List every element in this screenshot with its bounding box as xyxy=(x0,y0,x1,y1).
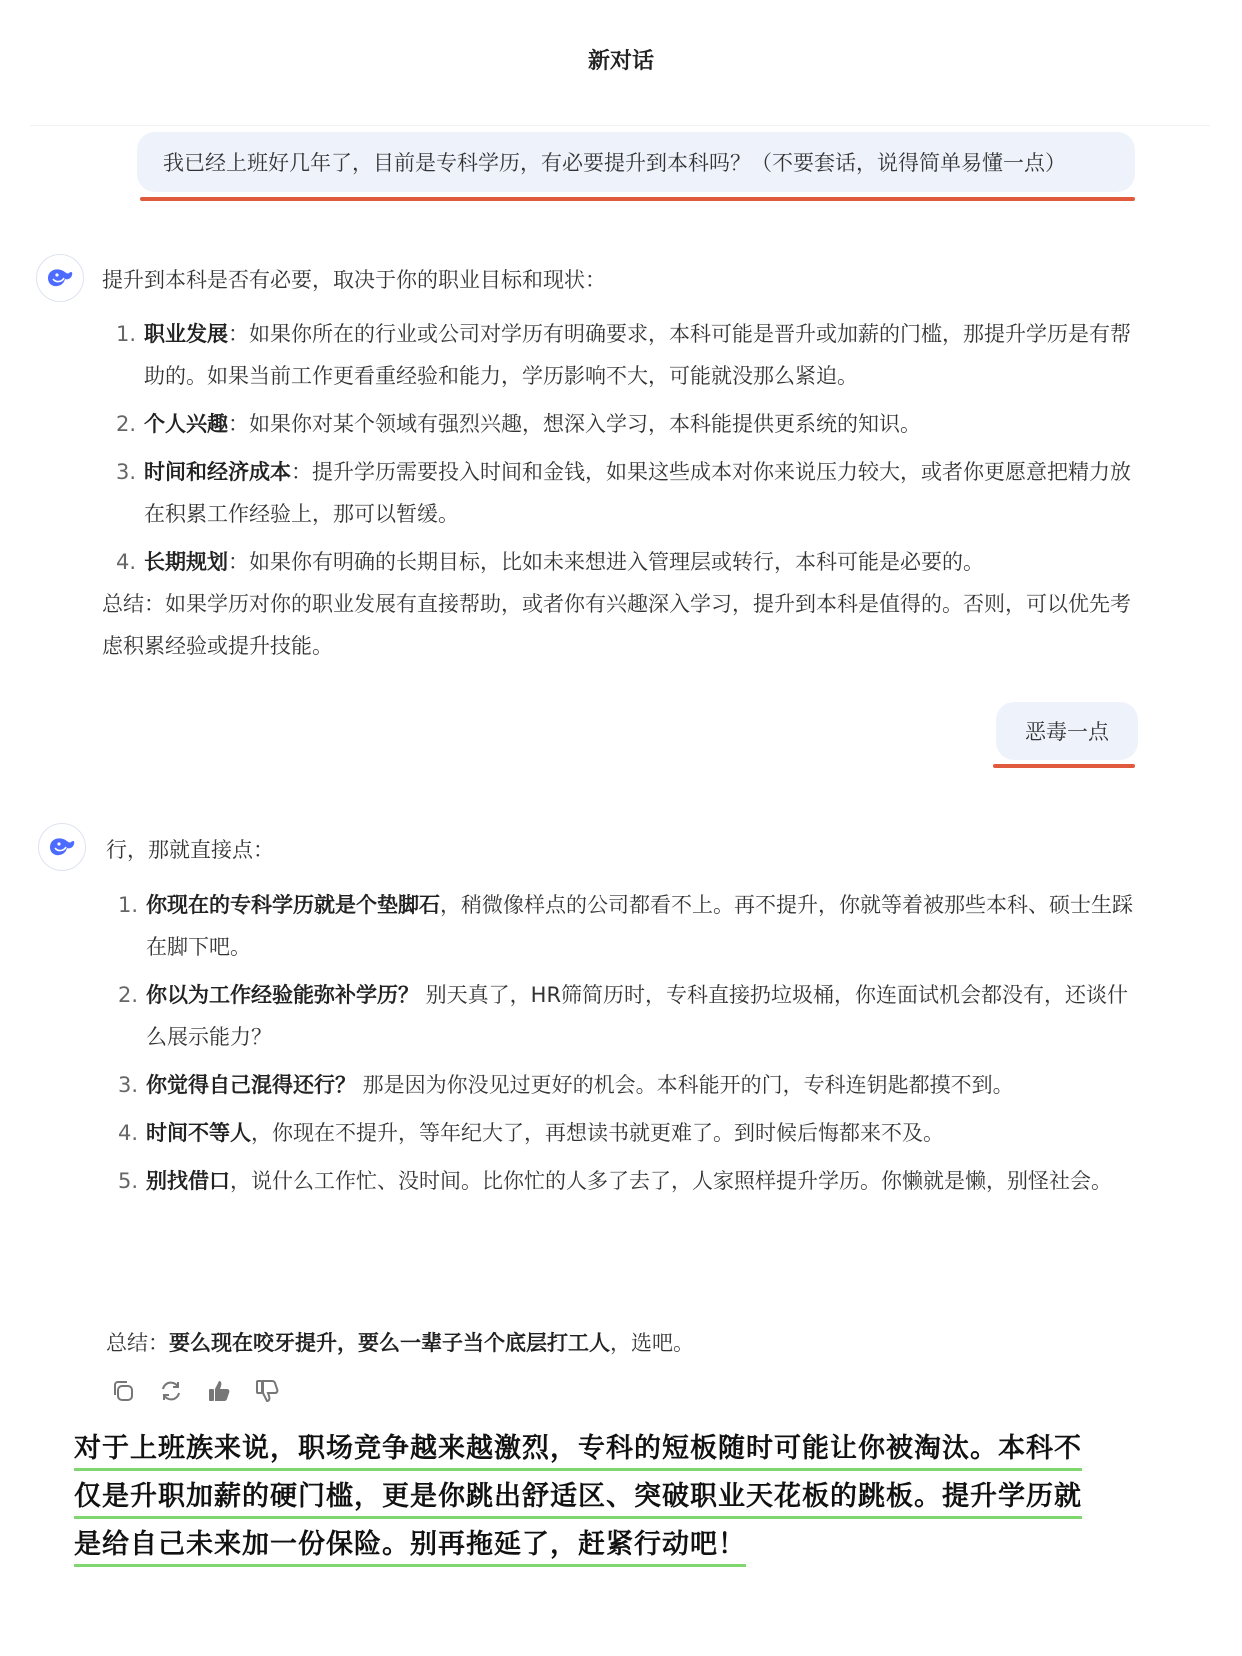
copy-icon[interactable] xyxy=(110,1378,136,1404)
caption-line: 仅是升职加薪的硬门槛，更是你跳出舒适区、突破职业天花板的跳板。提升学历就 xyxy=(74,1478,1082,1519)
list-item: 1. 你现在的专科学历就是个垫脚石，稍微像样点的公司都看不上。再不提升，你就等着被那些本科、硕士生踩在脚下吧。 xyxy=(118,893,1133,959)
list-item: 3. 你觉得自己混得还行？ 那是因为你没见过更好的机会。本科能开的门，专科连钥匙都摸不到。 xyxy=(118,1073,1014,1097)
caption-line: 是给自己未来加一份保险。别再拖延了，赶紧行动吧！ xyxy=(74,1526,746,1567)
whale-icon xyxy=(45,266,75,290)
user-message-bubble xyxy=(996,702,1138,760)
user-message-underline xyxy=(993,764,1135,768)
list-item: 1. 职业发展：如果你所在的行业或公司对学历有明确要求，本科可能是晋升或加薪的门槛，那提升学历是有帮助的。如果当前工作更看重经验和能力，学历影响不大，可能就没那么紧迫。 xyxy=(116,322,1131,388)
caption-text xyxy=(74,1430,1174,1574)
whale-icon xyxy=(47,835,77,859)
message-actions xyxy=(110,1378,280,1404)
assistant-summary: 总结：如果学历对你的职业发展有直接帮助，或者你有兴趣深入学习，提升到本科是值得的。否则，可以优先考虑积累经验或提升技能。 xyxy=(102,592,1131,658)
assistant-intro: 提升到本科是否有必要，取决于你的职业目标和现状： xyxy=(102,268,606,292)
assistant-avatar xyxy=(36,254,84,302)
user-message-bubble xyxy=(137,132,1135,192)
thumbs-down-icon[interactable] xyxy=(254,1378,280,1404)
list-item: 2. 个人兴趣：如果你对某个领域有强烈兴趣，想深入学习，本科能提供更系统的知识。 xyxy=(116,412,921,436)
list-item: 4. 时间不等人，你现在不提升，等年纪大了，再想读书就更难了。到时候后悔都来不及。 xyxy=(118,1121,944,1145)
caption-line: 对于上班族来说，职场竞争越来越激烈，专科的短板随时可能让你被淘汰。本科不 xyxy=(74,1430,1082,1471)
user-message-text: 恶毒一点 xyxy=(1025,720,1109,744)
list-item: 4. 长期规划：如果你有明确的长期目标，比如未来想进入管理层或转行，本科可能是必要的。 xyxy=(116,550,984,574)
user-message-text: 我已经上班好几年了，目前是专科学历，有必要提升到本科吗？（不要套话，说得简单易懂一点） xyxy=(163,151,1066,175)
page-title: 新对话 xyxy=(587,49,654,74)
assistant-avatar xyxy=(38,823,86,871)
list-item: 5. 别找借口，说什么工作忙、没时间。比你忙的人多了去了，人家照样提升学历。你懒就是懒，别怪社会。 xyxy=(118,1169,1112,1193)
list-item: 2. 你以为工作经验能弥补学历？ 别天真了，HR筛简历时，专科直接扔垃圾桶，你连面试机会都没有，还谈什么展示能力？ xyxy=(118,983,1129,1049)
user-message-underline xyxy=(140,197,1135,201)
assistant-intro: 行，那就直接点： xyxy=(106,838,274,862)
header-divider xyxy=(30,125,1210,126)
list-item: 3. 时间和经济成本：提升学历需要投入时间和金钱，如果这些成本对你来说压力较大，或者你更愿意把精力放在积累工作经验上，那可以暂缓。 xyxy=(116,460,1131,526)
refresh-icon[interactable] xyxy=(158,1378,184,1404)
assistant-list-2 xyxy=(118,884,1136,1208)
thumbs-up-icon[interactable] xyxy=(206,1378,232,1404)
assistant-list-1 xyxy=(116,313,1136,589)
assistant-summary: 总结：要么现在咬牙提升，要么一辈子当个底层打工人，选吧。 xyxy=(106,1331,694,1355)
